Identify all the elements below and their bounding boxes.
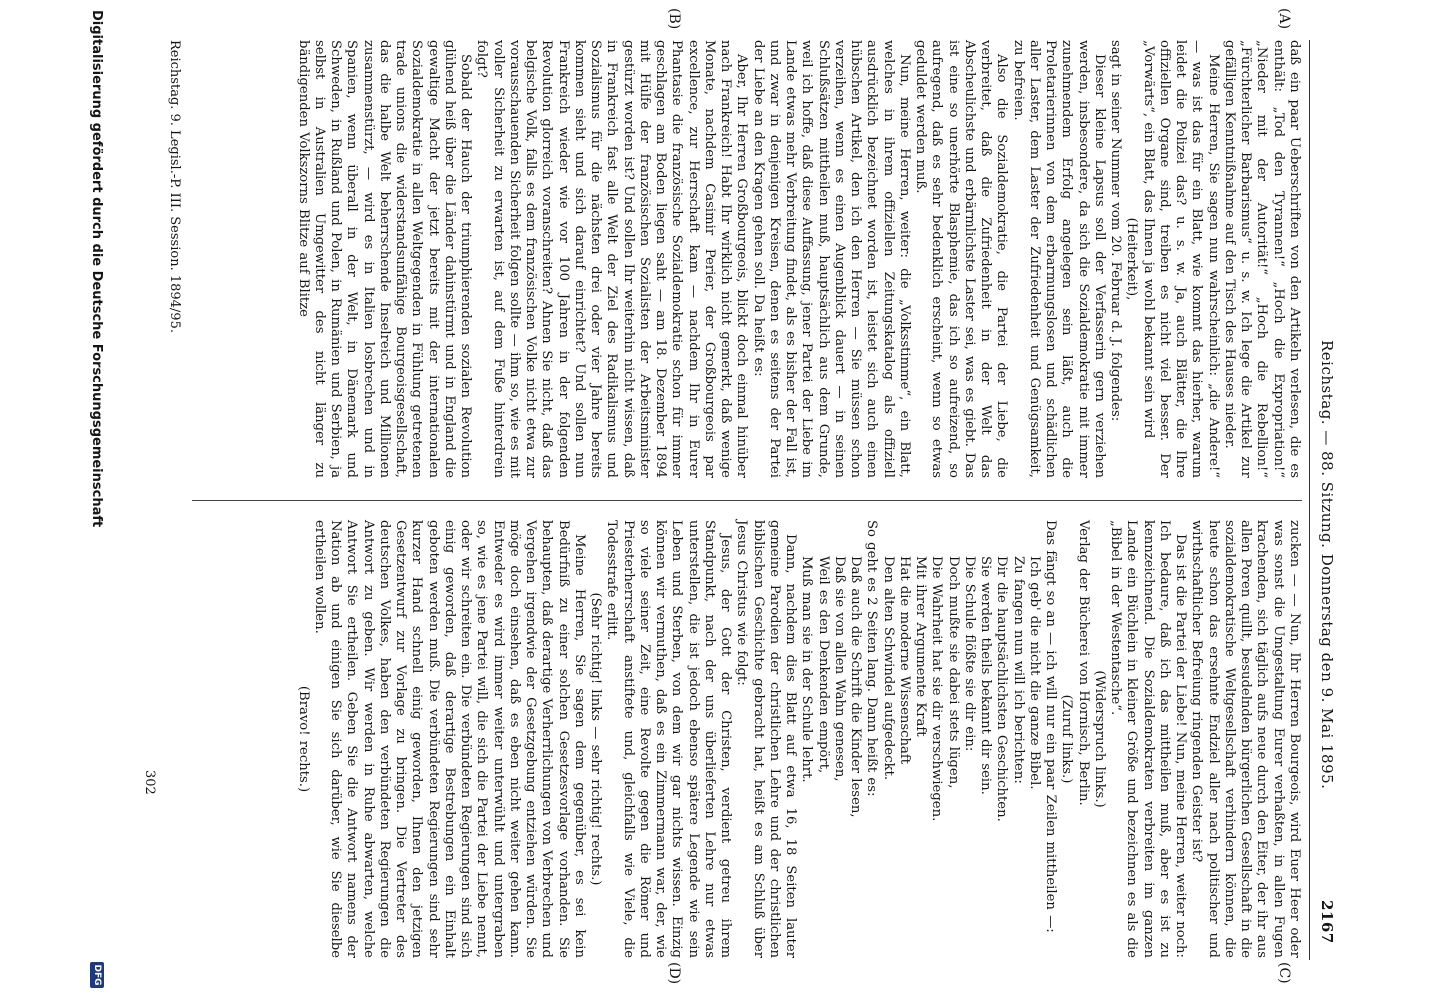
right-text-column <box>295 520 1303 958</box>
verse-line: Muß man sie in der Schule lehrt. <box>799 556 815 783</box>
footer-page-number: 302 <box>142 770 157 795</box>
verse-line: Ich geb' die nicht die ganze Bibel. <box>1027 556 1042 790</box>
credit-text: Digitalisierung gefördert durch die Deutsche Forschungsgemeinschaft <box>89 10 104 528</box>
verse-line: Doch mußte sie dabei stets lügen, <box>945 556 961 789</box>
paragraph: zucken — — Nun, Ihr Herren Bourgeois, wird Euer Heer oder was sonst die Umgestaltung Eurer verhaßten, in allen Fugen krachenden, sich täglich aufs neue durch den Eiter, der ihr aus allen Poren quillt, besudelnden bürgerlichen Gesellschaft in die sozialdemokratische Weltgesellschaft verhindern können, die heute schon das ersehnte Endziel aller nach politischer und wirthschaftlicher Befreiung ringenden Geister ist? <box>1189 520 1302 958</box>
interjection: (Heiterkeit), <box>1124 217 1140 301</box>
verse-line: Weil es den Denkenden empört, <box>815 556 831 774</box>
verse-line: Dir die hauptsächlichsten Geschichten. <box>994 556 1010 822</box>
column-divider <box>192 500 1302 501</box>
margin-marker-c: (C) <box>1276 962 1292 984</box>
interjection: (Zuruf links.) <box>1059 694 1075 784</box>
verse-line: Den alten Schwindel aufgedeckt. <box>880 556 896 781</box>
verse-block <box>880 520 1043 958</box>
verse-line: Die Schule flößte sie dir ein: <box>962 556 977 752</box>
paragraph: Das ist die Partei der Liebe! Nun, meine Herren, weiter noch: Ich bedaure, daß ich das mittheilen muß, aber es ist zu kennzeichnend. Die Sozialdemokraten verbreiten im ganzen Lande ein Büchlein in kleiner Größe und bezeichnen es als die „Bibel in der Westentasche“. <box>1108 520 1189 958</box>
header-page-number: 2167 <box>1318 900 1336 944</box>
verse-line: Daß auch die Schrift die Kinder lesen, <box>848 556 864 818</box>
verse-line: Daß sie von allen Wahn genesen, <box>832 556 847 782</box>
page-header <box>1309 40 1346 960</box>
paragraph: sagt in seiner Nummer vom 20. Februar d. J. folgendes: <box>1108 40 1124 422</box>
interjection: (Widerspruch links.) <box>1092 670 1107 808</box>
interjection: (Bravo! rechts.) <box>295 685 311 793</box>
paragraph: Das fängt so an — ich will nur ein paar Zeilen mittheilen —: <box>1043 520 1059 933</box>
paragraph: Nun, meine Herren, weiter: die „Volksstimme“, ein Blatt, welches in ihrem offiziellen Zeitungskatalog als offiziell ausdrücklich bezeichnet worden ist, leistet sich auch einen hübschen Artikel, den ich den Herren — Sie müssen schon verzeihen, wenn es einen Augenblick dauert — in seinen Schlußsätzen mittheilen muß, hauptsächlich aus dem Grunde, weil ich hoffe, daß diese Auffassung, jener Partei der Liebe im Lande etwas mehr Verbreitung findet, als es bisher der Fall ist, und zwar in denjenigen Kreisen, denen es seitens der Partei der Liebe an den Kragen gehen soll. Da heißt es: <box>750 40 912 478</box>
verse-line: Hat die moderne Wissenschaft <box>897 556 912 765</box>
interjection: (Sehr richtig! links — sehr richtig! rechts.) <box>588 592 604 886</box>
dfg-logo: DFG <box>90 962 104 988</box>
paragraph: Meine Herren, Sie sagen dem gegenüber, es sei kein Bedürfniß zu einer solchen Gesetzesvorlage vorhanden. Sie behaupten, daß derartige Verherrlichungen von Verbrechen und Vergehen irgendwie der Gesetzgebung entziehen würden. Sie möge doch einsehen, daß es eben nicht weiter gehen kann. Entweder es wird immer weiter unterwühlt und untergraben so, wie es jene Partei will, die sich die Partei der Liebe nennt, oder wir schreiten ein. Die verbündeten Regierungen sind sich einig geworden, daß derartige Bestrebungen ein Einhalt geboten werden muß. Die verbündeten Regierungen sind sehr kurzer Hand schnell einig geworden, Ihnen den jetzigen Gesetzentwurf zur Vorlage zu bringen. Die Vertreter des deutschen Volkes, haben den verbündeten Regierungen die Antwort zu geben. Wir werden in Ruhe abwarten, welche Antwort Sie ertheilen. Geben Sie die Antwort namens der Nation ab und einigen Sie sich darüber, wie Sie dieselbe ertheilen wollen. <box>312 520 587 958</box>
paragraph: So geht es 2 Seiten lang. Dann heißt es: <box>864 520 880 797</box>
margin-marker-b: (B) <box>666 8 682 30</box>
paragraph: Sobald der Hauch der triumphierenden sozialen Revolution glühend heiß über die Länder dahinstürmt und in England die gewaltige Macht der jetzt bereits mit der internationalen Sozialdemokratie in allen Weltgegenden in Fühlung getretenen trade unions die widerstandsunfähige Bourgeoisgesellschaft, das die halbe Welt beherrschende Inselreich und Millionen zusammenstürzt, — wird es in Italien losbrechen und in Spanien, wenn überall in der Welt, in Dänemark und Schweden, in Rußland und Polen, in Rumänien und Serbien, ja selbst in Australien Umgewitter des nicht länger zu bändigenden Volkszorns Blitze auf Blitze <box>295 40 474 478</box>
paragraph: Dann, nachdem dies Blatt auf etwa 16, 18 Seiten lauter gemeine Parodien der christlichen Lehre und der christlichen biblischen Geschichte gebracht hat, heißt es am Schluß über Jesus Christus wie folgt: <box>734 520 799 958</box>
document-page <box>72 0 1372 1000</box>
margin-marker-a: (A) <box>1276 8 1292 30</box>
paragraph: daß ein paar Ueberschriften von den Artikeln verlesen, die es enthält: „Tod den Tyrannen!“ „Hoch die Expropriation!“ „Nieder mit der Autorität!“ „Hoch die Rebellion!“ „Fürchterlicher Barbarismus“ u. s. w. Ich lege die Artikel zur gefälligen Kenntnißnahme auf den Tisch des Hauses nieder. <box>1222 40 1302 478</box>
verse-line: Die Wahrheit hat sie dir verschwiegen. <box>929 556 945 822</box>
left-text-column <box>295 40 1303 478</box>
verse-line: Sie werden theils bekannt dir sein. <box>978 556 994 795</box>
paragraph: Meine Herren, Sie sagen nun wahrscheinlich: „die Andere!“ — was ist das für ein Blatt, wie kommt das hierher, warum leidet die Polizei das? u. s. w. Ja, auch Blätter, die Ihre offiziellen Organe sind, treiben es nicht viel besser. Der „Vorwärts“, ein Blatt, das Ihnen ja wohl bekannt sein wird <box>1140 40 1221 478</box>
paragraph: Also die Sozialdemokratie, die Partei der Liebe, die verbreitet, daß die Zufriedenheit in der Welt das Abscheulichste und erbärmlichste Laster sei, was es giebt. Das ist eine so unerhörte Blasphemie, das ich so aufreizend, so aufregend, daß es sehr bedenklich erscheint, wenn so etwas geduldet werden muß. <box>913 40 1010 478</box>
paragraph: Jesus, der Gott der Christen, verdient getreu ihrem Standpunkt, nach der uns überlieferten Lehre nur etwas unterstellen, die ist jedoch ebenso spätere Legende wie sein Leben und Sterben, von dem wir gar nichts wissen. Einzig können wir vermuthen, daß es ein Zimmermann war, der, wie so viele seiner Zeit, eine Revolte gegen die Römer und Priesterherrschaft anstiftete und, gleichfalls wie Viele, die Todesstrafe erlitt. <box>604 520 734 958</box>
verse-block <box>798 520 863 958</box>
digitization-credit <box>80 0 110 1000</box>
paragraph: Aber, Ihr Herren Großbourgeois, blickt doch einmal hinüber nach Frankreich! Habt Ihr wirklich nicht gemerkt, daß wenige Monate, nachdem Casimir Perier, der Großbourgeois par excellence, zur Herrschaft kam — nachdem Ihr in Eurer Phantasie die französische Sozialdemokratie schon für immer geschlagen am Boden liegen saht — am 18. Dezember 1894 mit Hülfe der französischen Sozialisten der Arbeitsminister gestürzt worden ist? Und sollen Ihr weiterhin nicht wissen, daß in Frankreich fast alle Welt der Ziel des Radikalismus und Sozialismus für die nächsten drei oder vier Jahre bereits kommen sieht und sich darauf einrichtet? Und sollen nun Frankreich wieder wie vor 100 Jahren in der folgenden Revolution glorreich voranschreiten? Ahnen Sie nicht, daß das belgische Volk, falls es dem französischen Volke nicht etwa zur vorausschauenden Sicherheit folgen sollte — ihm so, wie es mit voller Sicherheit zu erwarten ist, auf dem Fuße hinterdrein folgt? <box>474 40 750 478</box>
margin-marker-d: (D) <box>666 962 682 985</box>
paragraph: Verlag der Bücherei von Hornisch, Berlin. <box>1075 520 1091 806</box>
paragraph: Dieser kleine Lapsus soll der Verfasserin gern verziehen werden, insbesondere, da sich die Sozialdemokratie mit immer zunehmendem Erfolg angelegen sein läßt, auch die Proletarierinnen von dem erbarmungslosen und schädlichen aller Laster, dem Laster der Zufriedenheit und Genügsamkeit, zu befreien. <box>1010 40 1107 478</box>
page-footer: Reichstag. 9. Legisl.-P. III. Session. 1894/95. <box>167 40 182 333</box>
header-title: Reichstag. — 88. Sitzung. Donnerstag den 9. Mai 1895. <box>1318 340 1336 790</box>
verse-line: Zu fangen nun will ich berichten: <box>1010 556 1026 784</box>
verse-line: Mit ihrer Argumente Kraft <box>913 556 929 737</box>
